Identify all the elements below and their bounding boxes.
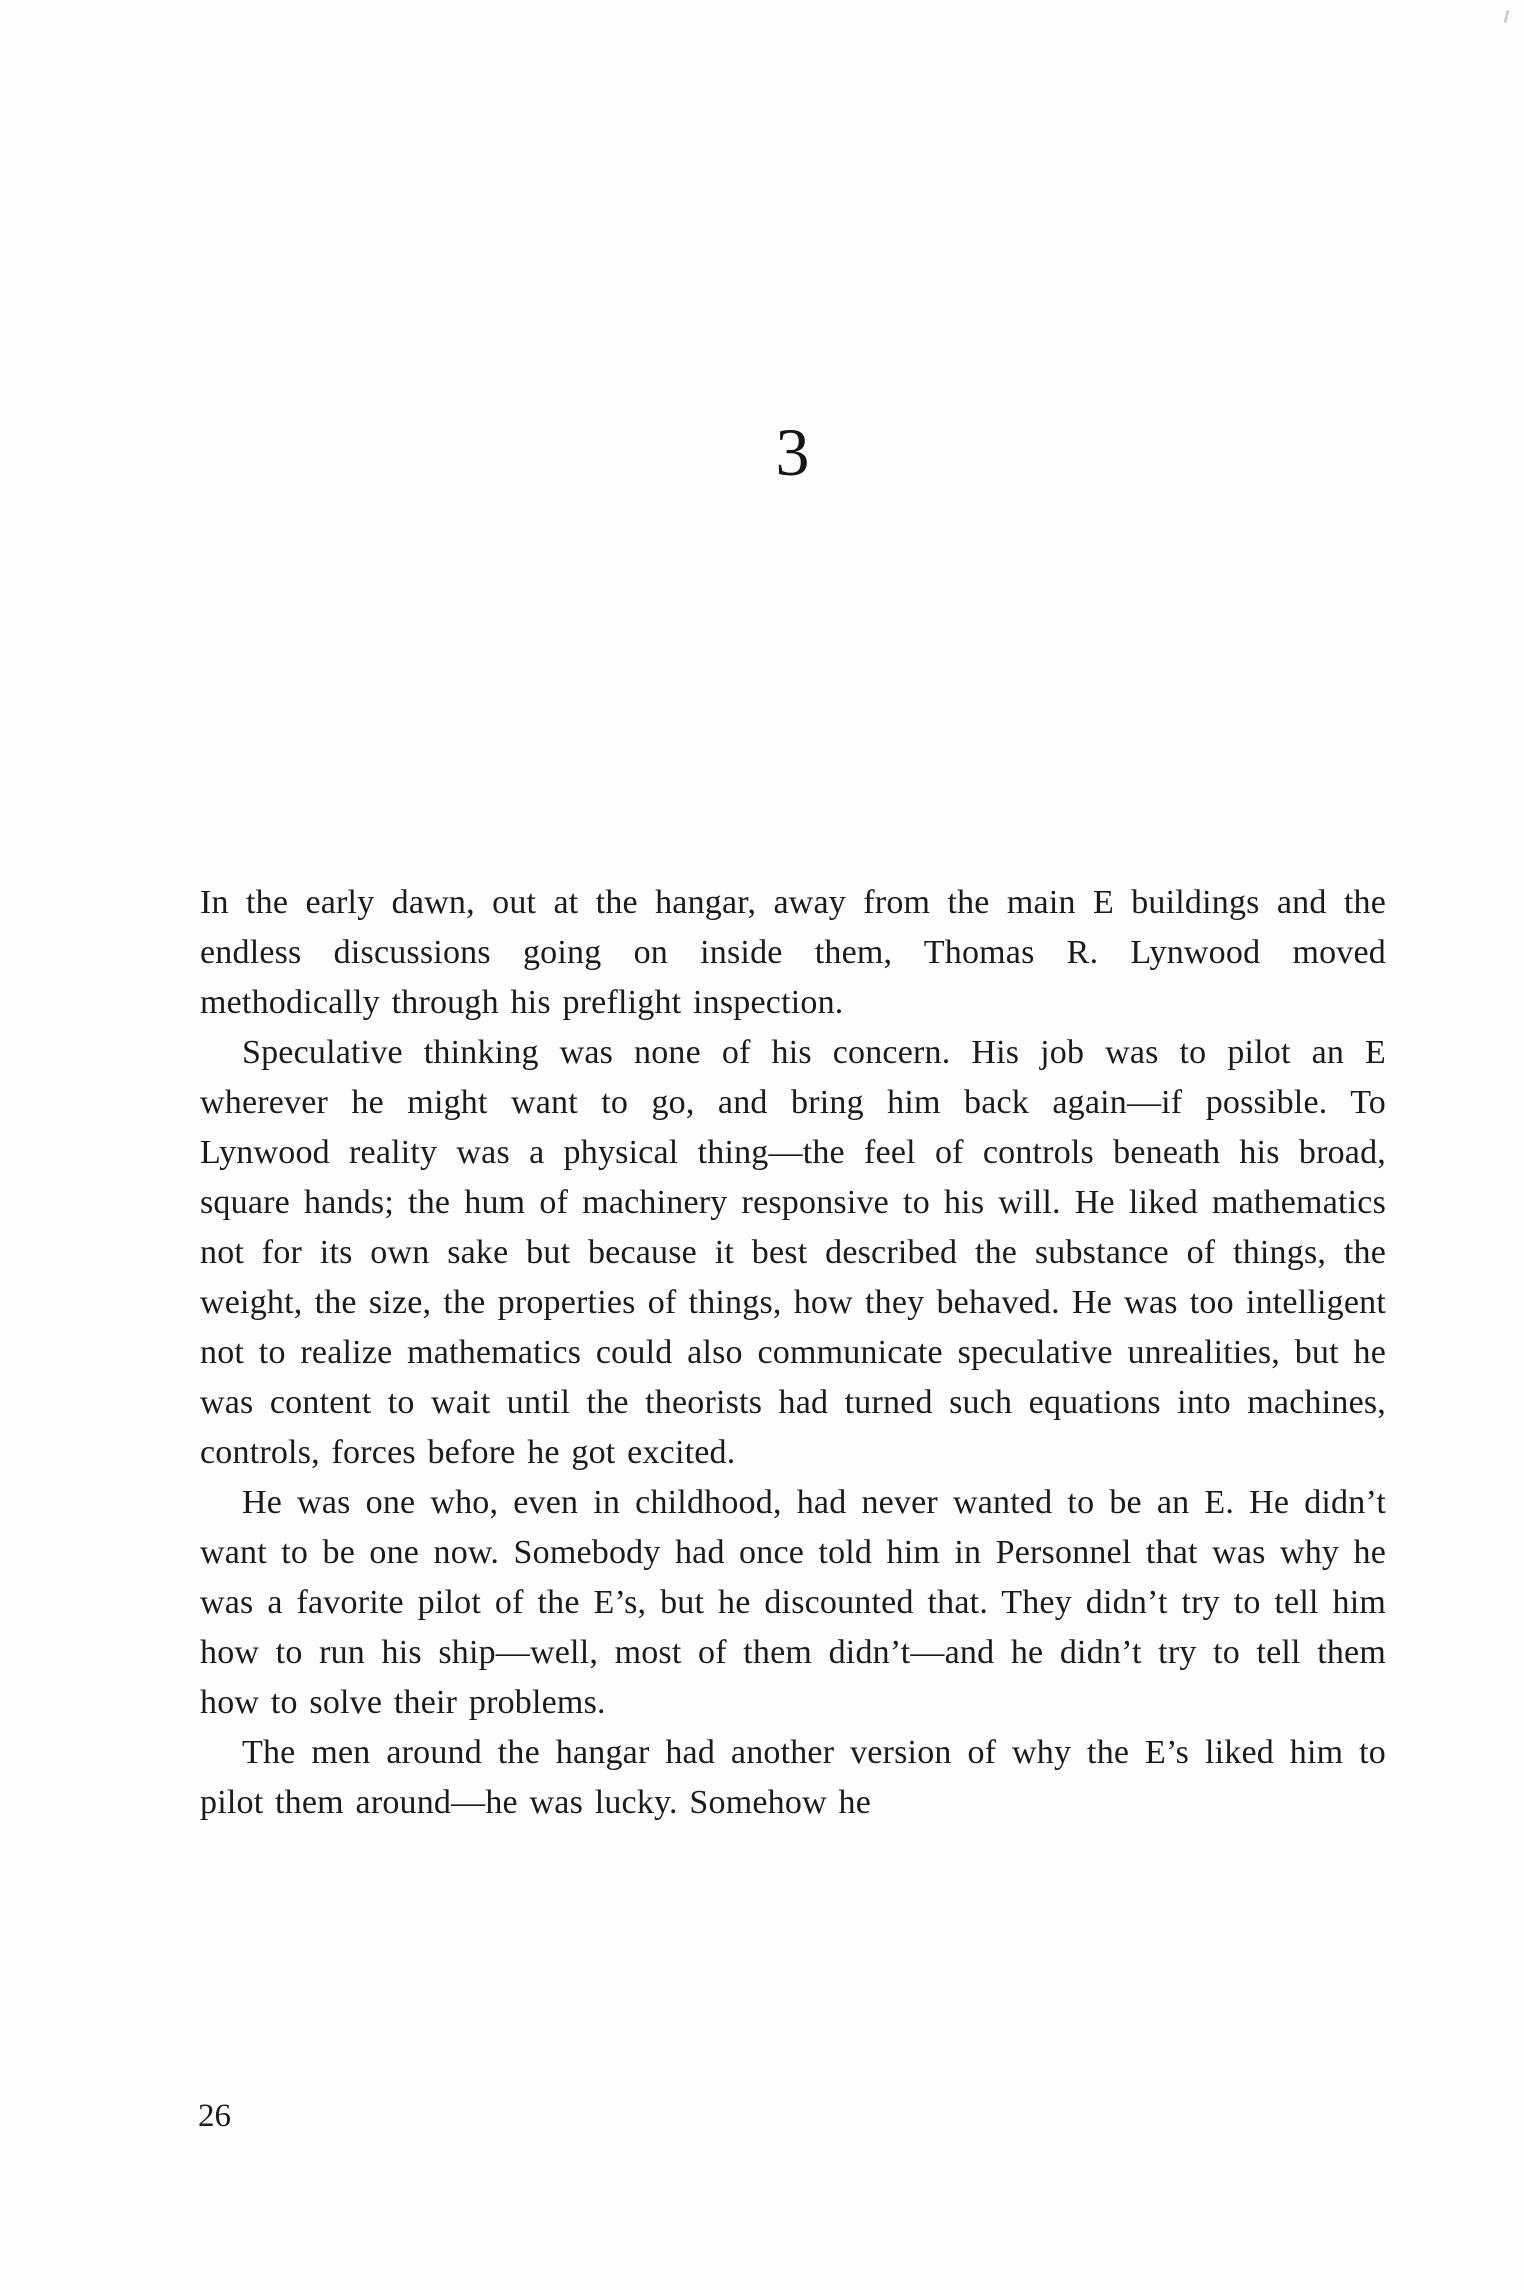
paragraph: He was one who, even in childhood, had never wanted to be an E. He didn’t want to be one now. Somebody had once told him in Personnel that was why he was a favorite pilot of the E’s, but he discounted that. They didn’t try to tell him how to run his ship—well, most of them didn’t—and he didn’t try to tell them how to solve their problems.: [200, 1484, 1386, 1721]
body-text: [200, 878, 1386, 1828]
page-number: 26: [198, 2098, 231, 2134]
paragraph: Speculative thinking was none of his concern. His job was to pilot an E wherever he might want to go, and bring him back again—if possible. To Lynwood reality was a physical thing—the feel of controls beneath his broad, square hands; the hum of machinery responsive to his will. He liked mathematics not for its own sake but because it best described the substance of things, the weight, the size, the properties of things, how they behaved. He was too intelligent not to realize mathematics could also communicate speculative unrealities, but he was content to wait until the theorists had turned such equations into machines, controls, forces before he got excited.: [200, 1034, 1386, 1471]
scan-artifact: [1503, 10, 1509, 23]
paragraph: The men around the hangar had another version of why the E’s liked him to pilot them around—he was lucky. Somehow he: [200, 1734, 1386, 1821]
chapter-number: 3: [775, 414, 811, 490]
paragraph: In the early dawn, out at the hangar, away from the main E buildings and the endless discussions going on inside them, Thomas R. Lynwood moved methodically through his preflight inspection.: [200, 884, 1386, 1021]
